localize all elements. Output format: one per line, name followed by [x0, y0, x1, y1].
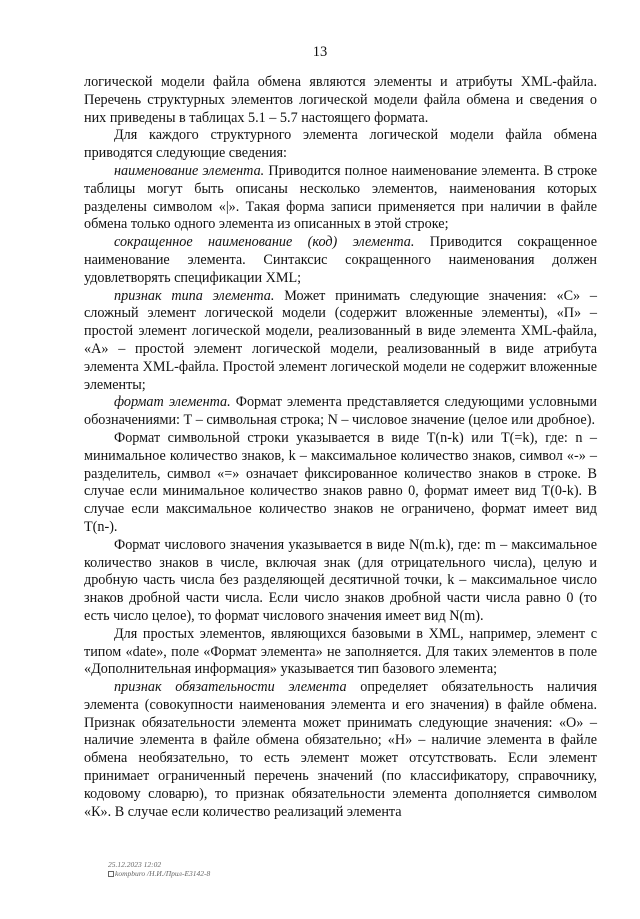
paragraph-text: Формат числового значения указывается в виде N(m.k), где: m – максимальное количество знаков в числе, включая знак (для отрицательного числа), целую и дробную часть числа без разделяющей десятичной точки, k – максимальное число знаков дробной части числа. Если число знаков дробной части числа равно 0 (то есть число целое), то формат числового значения имеет вид N(m).: [84, 536, 597, 624]
paragraph-text: Приводится полное наименование элемента. В строке таблицы могут быть описаны несколько элементов, наименования которых разделены символом «|». Такая форма записи применяется при наличии в файле обмена только одного элемента из описанных в этой строке;: [84, 162, 597, 233]
paragraph-element-code: [84, 234, 597, 287]
paragraph-element-name: [84, 163, 597, 234]
footer-path-line: [108, 869, 210, 878]
paragraph-base-types: [84, 626, 597, 679]
footer-path: kompburo /Н.И./Прил-Е3142-8: [115, 869, 211, 878]
paragraph-number-format: [84, 537, 597, 626]
paragraph-text: Формат символьной строки указывается в виде Т(n-k) или Т(=k), где: n – минимальное количество знаков, k – максимальное количество знаков, символ «-» – разделитель, символ «=» означает фиксированное количество знаков в строке. В случае если минимальное количество знаков равно 0, формат имеет вид Т(0-k). В случае если максимальное количество знаков не ограничено, формат имеет вид Т(n-).: [84, 429, 597, 535]
paragraph-intro: [84, 74, 597, 127]
paragraph-text: Приводится сокращенное наименование элемента. Синтаксис сокращенного наименования должен удовлетворять спецификации XML;: [84, 234, 597, 286]
paragraph-text: Может принимать следующие значения: «С» – сложный элемент логической модели (содержит вложенные элементы), «П» – простой элемент логической модели, реализованный в виде элемента XML-файла, «А» – простой элемент логической модели, реализованный в виде атрибута элемента XML-файла. Простой элемент логической модели не содержит вложенные элементы;: [84, 287, 597, 393]
paragraph-term: признак обязательности элемента: [114, 679, 347, 696]
paragraph-element-format: [84, 394, 597, 430]
paragraph-element-type: [84, 288, 597, 395]
page-number: 13: [312, 44, 328, 60]
paragraph-text: логической модели файла обмена являются элементы и атрибуты XML-файла. Перечень структурных элементов логической модели файла обмена и сведения о них приведены в таблицах 5.1 – 5.7 настоящего формата.: [84, 74, 597, 126]
paragraph-term: наименование элемента.: [114, 162, 265, 179]
paragraph-text: Формат элемента представляется следующими условными обозначениями: Т – символьная строка; N – числовое значение (целое или дробное).: [84, 394, 597, 429]
paragraph-text: Для каждого структурного элемента логической модели файла обмена приводятся следующие сведения:: [84, 127, 597, 162]
paragraph-term: формат элемента.: [114, 394, 231, 411]
paragraph-text: определяет обязательность наличия элемента (совокупности наименования элемента и его значения) в файле обмена. Признак обязательности элемента может принимать следующие значения: «О» – наличие элемента в файле обмена обязательно; «Н» – наличие элемента в файле обмена необязательно, то есть элемент может отсутствовать. Если элемент принимает ограниченный перечень значений (по классификатору, справочнику, кодовому словарю), то признак обязательности элемента дополняется символом «К». В случае если количество реализаций элемента: [84, 679, 597, 820]
page-content: [84, 74, 597, 821]
paragraph-text: Для простых элементов, являющихся базовыми в XML, например, элемент с типом «date», поле «Формат элемента» не заполняется. Для таких элементов в поле «Дополнительная информация» указывается тип базового элемента;: [84, 625, 597, 678]
paragraph-term: признак типа элемента.: [114, 287, 275, 304]
paragraph-term: сокращенное наименование (код) элемента.: [114, 234, 415, 251]
paragraph-lead: [84, 127, 597, 163]
footer-stamp: [108, 860, 210, 878]
paragraph-mandatory-flag: [84, 679, 597, 821]
paragraph-string-format: [84, 430, 597, 537]
footer-date: 25.12.2023 12:02: [108, 860, 162, 869]
document-icon: [108, 871, 114, 877]
